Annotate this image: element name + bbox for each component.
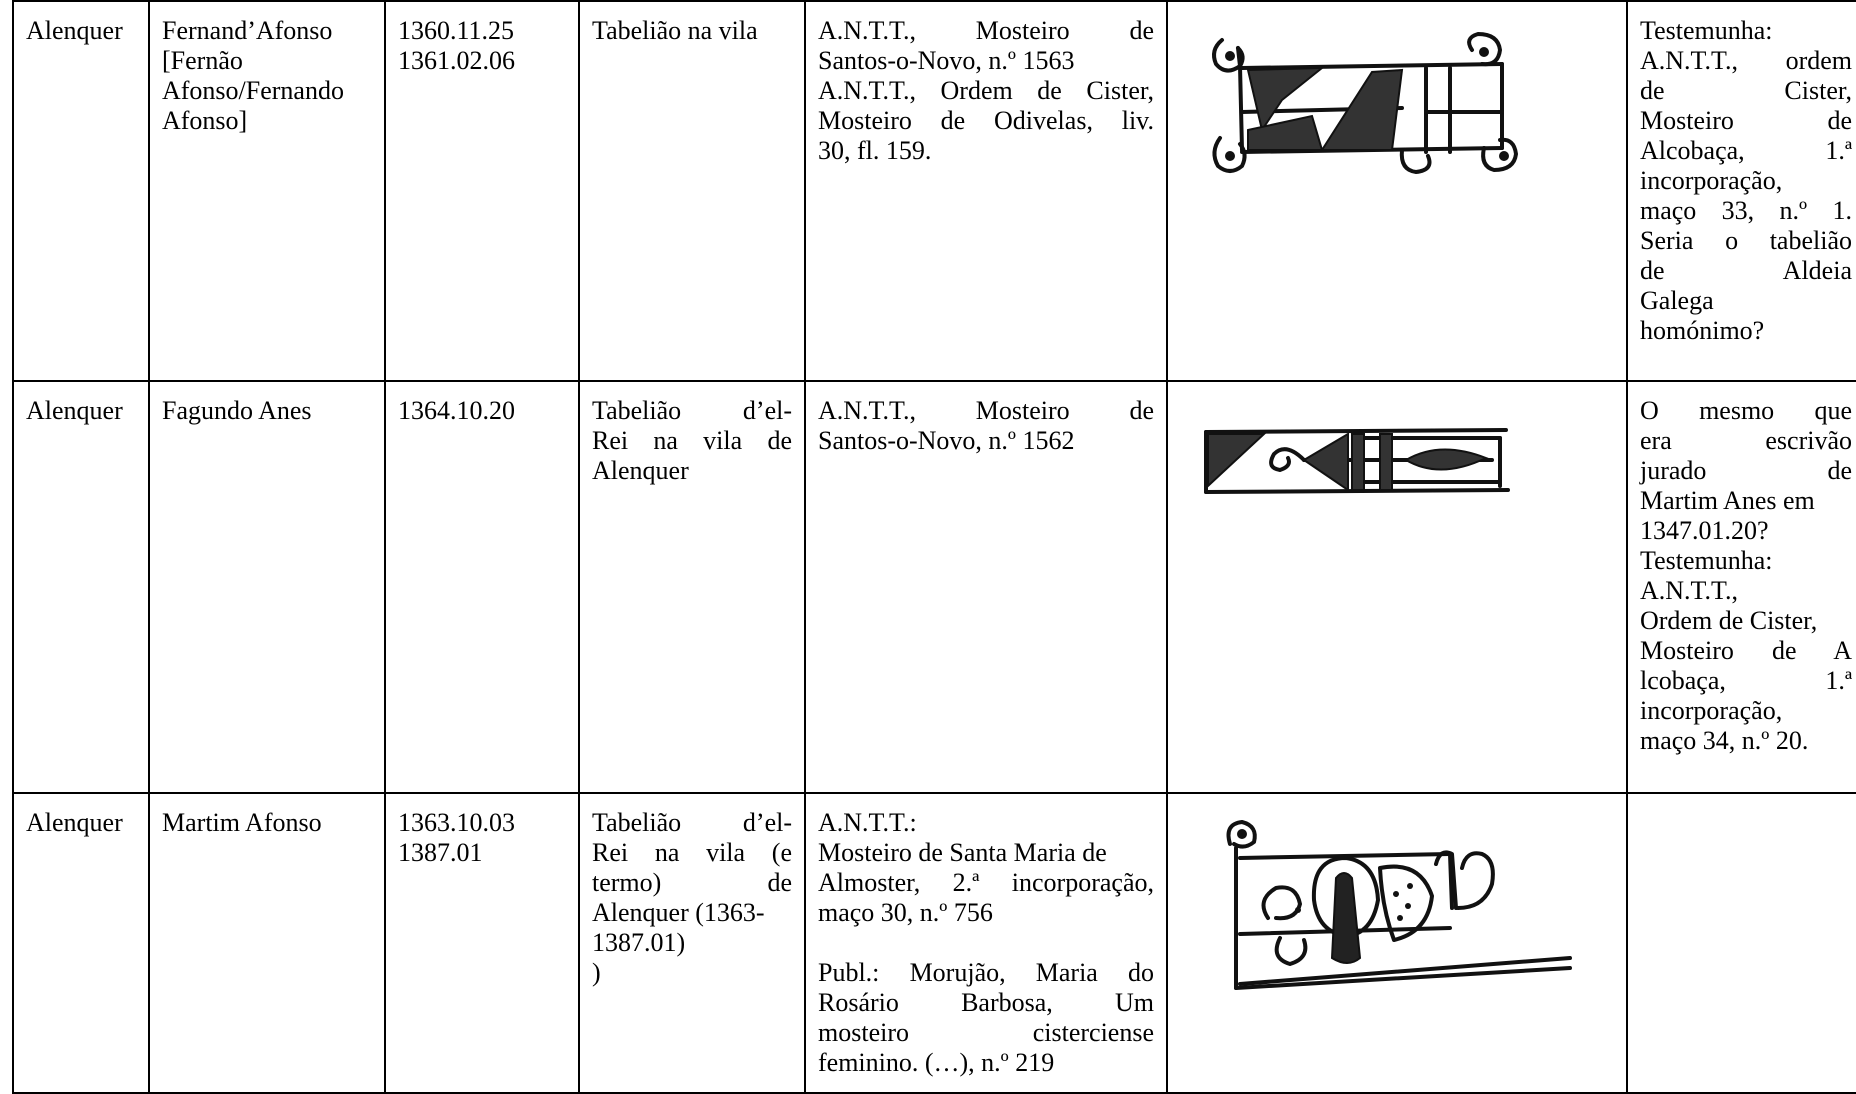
source-line: Santos-o-Novo, n.º 1562 — [818, 426, 1075, 455]
notes-line: O mesmo que — [1640, 396, 1852, 425]
source-line: Publ.: Morujão, Maria do — [818, 958, 1154, 987]
notes-line: incorporação, — [1640, 696, 1783, 725]
source-cell — [805, 381, 1167, 793]
notes-line: Testemunha: — [1640, 16, 1773, 45]
source-line: maço 30, n.º 756 — [818, 898, 993, 927]
notes-line: Mosteiro de — [1640, 106, 1852, 135]
source-line: Rosário Barbosa, Um — [818, 988, 1154, 1017]
office-cell — [579, 1, 805, 381]
notaries-table — [12, 0, 1856, 1094]
mark-cell — [1167, 381, 1627, 793]
table-row — [13, 1, 1856, 381]
name-line: Afonso/Fernando — [162, 76, 344, 105]
office-line: ) — [592, 958, 601, 987]
table-row — [13, 381, 1856, 793]
name-line: Fernand’Afonso — [162, 16, 333, 45]
office-cell — [579, 381, 805, 793]
name-cell — [149, 381, 385, 793]
notes-line: Mosteiro de A — [1640, 636, 1852, 665]
place-cell — [13, 381, 149, 793]
source-line: 30, fl. 159. — [818, 136, 932, 165]
notes-line: Galega — [1640, 286, 1714, 315]
place-cell — [13, 1, 149, 381]
office-line: Alenquer — [592, 456, 689, 485]
source-line: A.N.T.T., Mosteiro de — [818, 396, 1154, 425]
notes-cell — [1627, 793, 1856, 1093]
place-text: Alenquer — [26, 16, 123, 45]
notes-line: 1347.01.20? — [1640, 516, 1769, 545]
notes-line: Seria o tabelião — [1640, 226, 1852, 255]
notes-line: A.N.T.T., ordem — [1640, 46, 1852, 75]
date-line: 1363.10.03 — [398, 808, 515, 837]
source-spacer — [818, 928, 1154, 958]
notes-line: Ordem de Cister, — [1640, 606, 1818, 635]
name-line: [Fernão — [162, 46, 243, 75]
notes-line: A.N.T.T., — [1640, 576, 1738, 605]
source-line: Santos-o-Novo, n.º 1563 — [818, 46, 1075, 75]
date-line: 1387.01 — [398, 838, 483, 867]
office-line: Rei na vila de — [592, 426, 792, 455]
source-cell — [805, 793, 1167, 1093]
name-line: Fagundo Anes — [162, 396, 312, 425]
notes-line: maço 33, n.º 1. — [1640, 196, 1852, 225]
notes-line: Martim Anes em — [1640, 486, 1815, 515]
date-cell — [385, 793, 579, 1093]
notes-cell — [1627, 381, 1856, 793]
notes-line: incorporação, — [1640, 166, 1783, 195]
notes-line: homónimo? — [1640, 316, 1765, 345]
notarial-sign-2-icon — [1200, 410, 1540, 510]
mark-cell — [1167, 793, 1627, 1093]
name-cell — [149, 793, 385, 1093]
place-text: Alenquer — [26, 396, 123, 425]
table-row — [13, 793, 1856, 1093]
notes-cell — [1627, 1, 1856, 381]
office-line: Rei na vila (e — [592, 838, 792, 867]
date-cell — [385, 1, 579, 381]
source-line: Mosteiro de Santa Maria de — [818, 838, 1107, 867]
office-line: termo) de — [592, 868, 792, 897]
office-line: Tabelião d’el- — [592, 396, 792, 425]
office-line: 1387.01) — [592, 928, 686, 957]
notes-line: Alcobaça, 1.ª — [1640, 136, 1852, 165]
name-line: Martim Afonso — [162, 808, 322, 837]
source-line: mosteiro cisterciense — [818, 1018, 1154, 1047]
date-line: 1361.02.06 — [398, 46, 515, 75]
notes-line: jurado de — [1640, 456, 1852, 485]
source-line: A.N.T.T.: — [818, 808, 917, 837]
source-line: Mosteiro de Odivelas, liv. — [818, 106, 1154, 135]
notes-line: de Aldeia — [1640, 256, 1852, 285]
name-cell — [149, 1, 385, 381]
date-line: 1364.10.20 — [398, 396, 515, 425]
source-line: feminino. (…), n.º 219 — [818, 1048, 1055, 1077]
source-line: A.N.T.T., Mosteiro de — [818, 16, 1154, 45]
notes-line: de Cister, — [1640, 76, 1852, 105]
place-cell — [13, 793, 149, 1093]
office-cell — [579, 793, 805, 1093]
office-line: Alenquer (1363- — [592, 898, 765, 927]
name-line: Afonso] — [162, 106, 248, 135]
office-line: Tabelião na vila — [592, 16, 758, 45]
notarial-sign-3-icon — [1200, 808, 1580, 1008]
notes-line: era escrivão — [1640, 426, 1852, 455]
source-cell — [805, 1, 1167, 381]
office-line: Tabelião d’el- — [592, 808, 792, 837]
date-cell — [385, 381, 579, 793]
notarial-sign-1-icon — [1202, 20, 1542, 190]
notes-line: Testemunha: — [1640, 546, 1773, 575]
source-line: Almoster, 2.ª incorporação, — [818, 868, 1154, 897]
mark-cell — [1167, 1, 1627, 381]
notes-line: lcobaça, 1.ª — [1640, 666, 1852, 695]
notes-line: maço 34, n.º 20. — [1640, 726, 1809, 755]
source-line: A.N.T.T., Ordem de Cister, — [818, 76, 1154, 105]
date-line: 1360.11.25 — [398, 16, 515, 45]
place-text: Alenquer — [26, 808, 123, 837]
